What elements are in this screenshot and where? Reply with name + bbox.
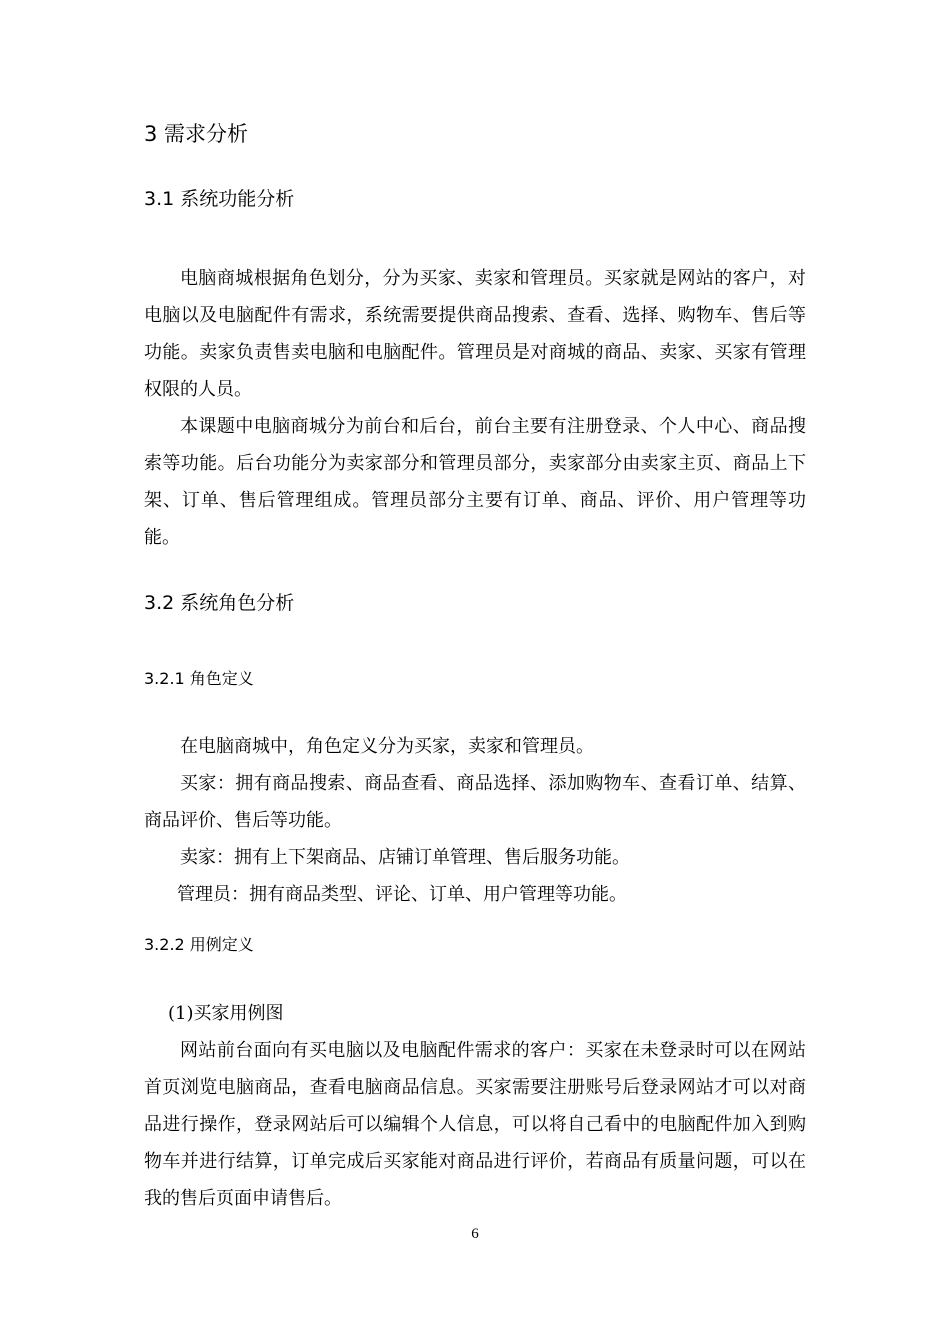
- section-heading-3-1: 3.1 系统功能分析: [144, 188, 295, 210]
- paragraph-role-admin: 管理员：拥有商品类型、评论、订单、用户管理等功能。: [177, 884, 627, 905]
- paragraph-role-buyer: 买家：拥有商品搜索、商品查看、商品选择、添加购物车、查看订单、结算、商品评价、售后等功能。: [144, 773, 806, 831]
- list-item-buyer-usecase: (1)买家用例图: [168, 1003, 284, 1024]
- paragraph-3-1-roles: 电脑商城根据角色划分，分为买家、卖家和管理员。买家就是网站的客户，对电脑以及电脑配件有需求，系统需要提供商品搜索、查看、选择、购物车、售后等功能。卖家负责售卖电脑和电脑配件。管理员是对商城的商品、卖家、买家有管理权限的人员。: [144, 268, 806, 400]
- section-heading-3-2: 3.2 系统角色分析: [144, 592, 295, 614]
- chapter-heading: 3 需求分析: [144, 122, 249, 146]
- subsection-heading-3-2-2: 3.2.2 用例定义: [144, 935, 254, 954]
- paragraph-buyer-usecase: 网站前台面向有买电脑以及电脑配件需求的客户：买家在未登录时可以在网站首页浏览电脑商品，查看电脑商品信息。买家需要注册账号后登录网站才可以对商品进行操作，登录网站后可以编辑个人信息，可以将自己看中的电脑配件加入到购物车并进行结算，订单完成后买家能对商品进行评价，若商品有质量问题，可以在我的售后页面申请售后。: [144, 1040, 806, 1209]
- subsection-heading-3-2-1: 3.2.1 角色定义: [144, 669, 254, 688]
- paragraph-3-1-frontend-backend: 本课题中电脑商城分为前台和后台，前台主要有注册登录、个人中心、商品搜索等功能。后台功能分为卖家部分和管理员部分，卖家部分由卖家主页、商品上下架、订单、售后管理组成。管理员部分主要有订单、商品、评价、用户管理等功能。: [144, 416, 806, 548]
- page-number: 6: [471, 1226, 479, 1242]
- paragraph-role-intro: 在电脑商城中，角色定义分为买家，卖家和管理员。: [180, 736, 594, 757]
- paragraph-role-seller: 卖家：拥有上下架商品、店铺订单管理、售后服务功能。: [180, 847, 630, 868]
